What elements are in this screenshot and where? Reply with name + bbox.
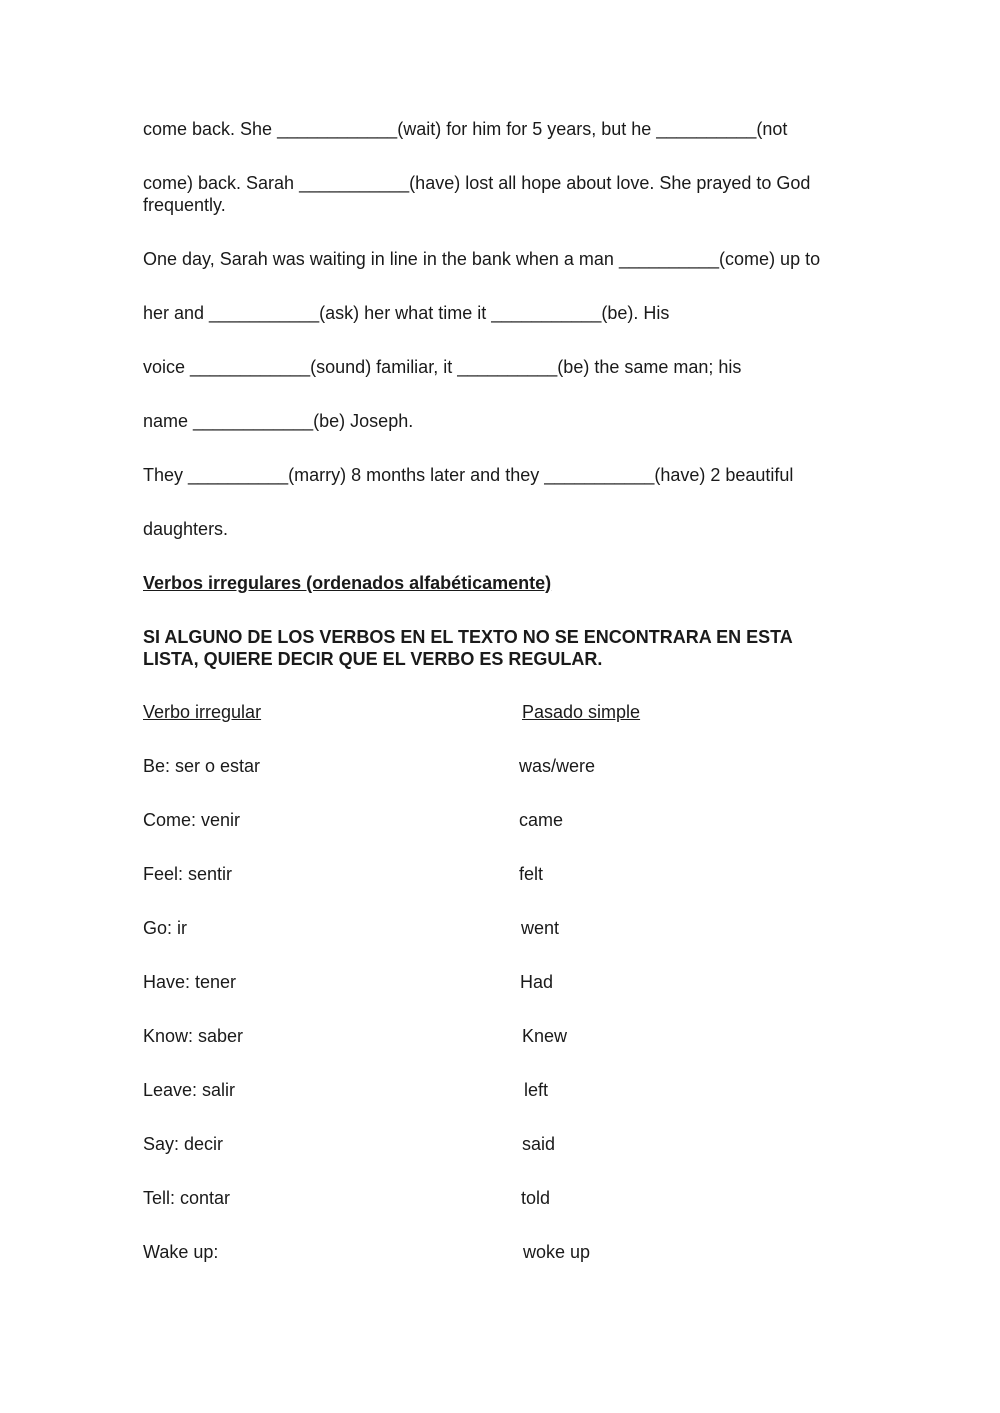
story-line: They __________(marry) 8 months later and they ___________(have) 2 beautiful xyxy=(143,465,794,485)
verb-irregular: Tell: contar xyxy=(143,1188,231,1208)
verb-row xyxy=(143,863,863,885)
story-line: come) back. Sarah ___________(have) lost all hope about love. She prayed to God frequently. xyxy=(143,173,811,215)
verb-row xyxy=(143,809,863,831)
verb-irregular: Have: tener xyxy=(143,972,237,992)
verb-row xyxy=(143,1079,863,1101)
verb-row xyxy=(143,755,863,777)
verb-row xyxy=(143,1241,863,1263)
verb-irregular: Feel: sentir xyxy=(143,864,233,884)
verb-irregular: Come: venir xyxy=(143,810,241,830)
verb-past: left xyxy=(524,1080,549,1100)
verb-irregular: Go: ir xyxy=(143,918,188,938)
verb-past: was/were xyxy=(519,756,596,776)
verb-row xyxy=(143,1187,863,1209)
regular-verb-notice: SI ALGUNO DE LOS VERBOS EN EL TEXTO NO SE ENCONTRARA EN ESTA LISTA, QUIERE DECIR QUE EL VERBO ES REGULAR. xyxy=(143,627,793,669)
verb-irregular: Know: saber xyxy=(143,1026,244,1046)
verb-row xyxy=(143,971,863,993)
verb-irregular: Say: decir xyxy=(143,1134,224,1154)
verb-row xyxy=(143,1025,863,1047)
story-line: name ____________(be) Joseph. xyxy=(143,411,414,431)
column-header-irregular: Verbo irregular xyxy=(143,702,262,722)
verb-past: went xyxy=(521,918,560,938)
verb-past: Knew xyxy=(522,1026,568,1046)
verb-past: told xyxy=(521,1188,551,1208)
verb-irregular: Be: ser o estar xyxy=(143,756,261,776)
story-line: voice ____________(sound) familiar, it __________(be) the same man; his xyxy=(143,357,742,377)
verb-irregular: Wake up: xyxy=(143,1242,219,1262)
story-line: come back. She ____________(wait) for him for 5 years, but he __________(not xyxy=(143,119,788,139)
column-header-past: Pasado simple xyxy=(522,702,641,722)
verb-irregular: Leave: salir xyxy=(143,1080,236,1100)
verb-past: felt xyxy=(519,864,544,884)
verb-past: woke up xyxy=(523,1242,591,1262)
verb-past: said xyxy=(522,1134,556,1154)
story-line: daughters. xyxy=(143,519,229,539)
story-line: her and ___________(ask) her what time it ___________(be). His xyxy=(143,303,670,323)
story-line: One day, Sarah was waiting in line in the bank when a man __________(come) up to xyxy=(143,249,821,269)
section-title: Verbos irregulares (ordenados alfabéticamente) xyxy=(143,573,552,593)
verb-table-header xyxy=(143,701,863,723)
verb-row xyxy=(143,1133,863,1155)
verb-row xyxy=(143,917,863,939)
verb-past: Had xyxy=(520,972,554,992)
verb-past: came xyxy=(519,810,564,830)
